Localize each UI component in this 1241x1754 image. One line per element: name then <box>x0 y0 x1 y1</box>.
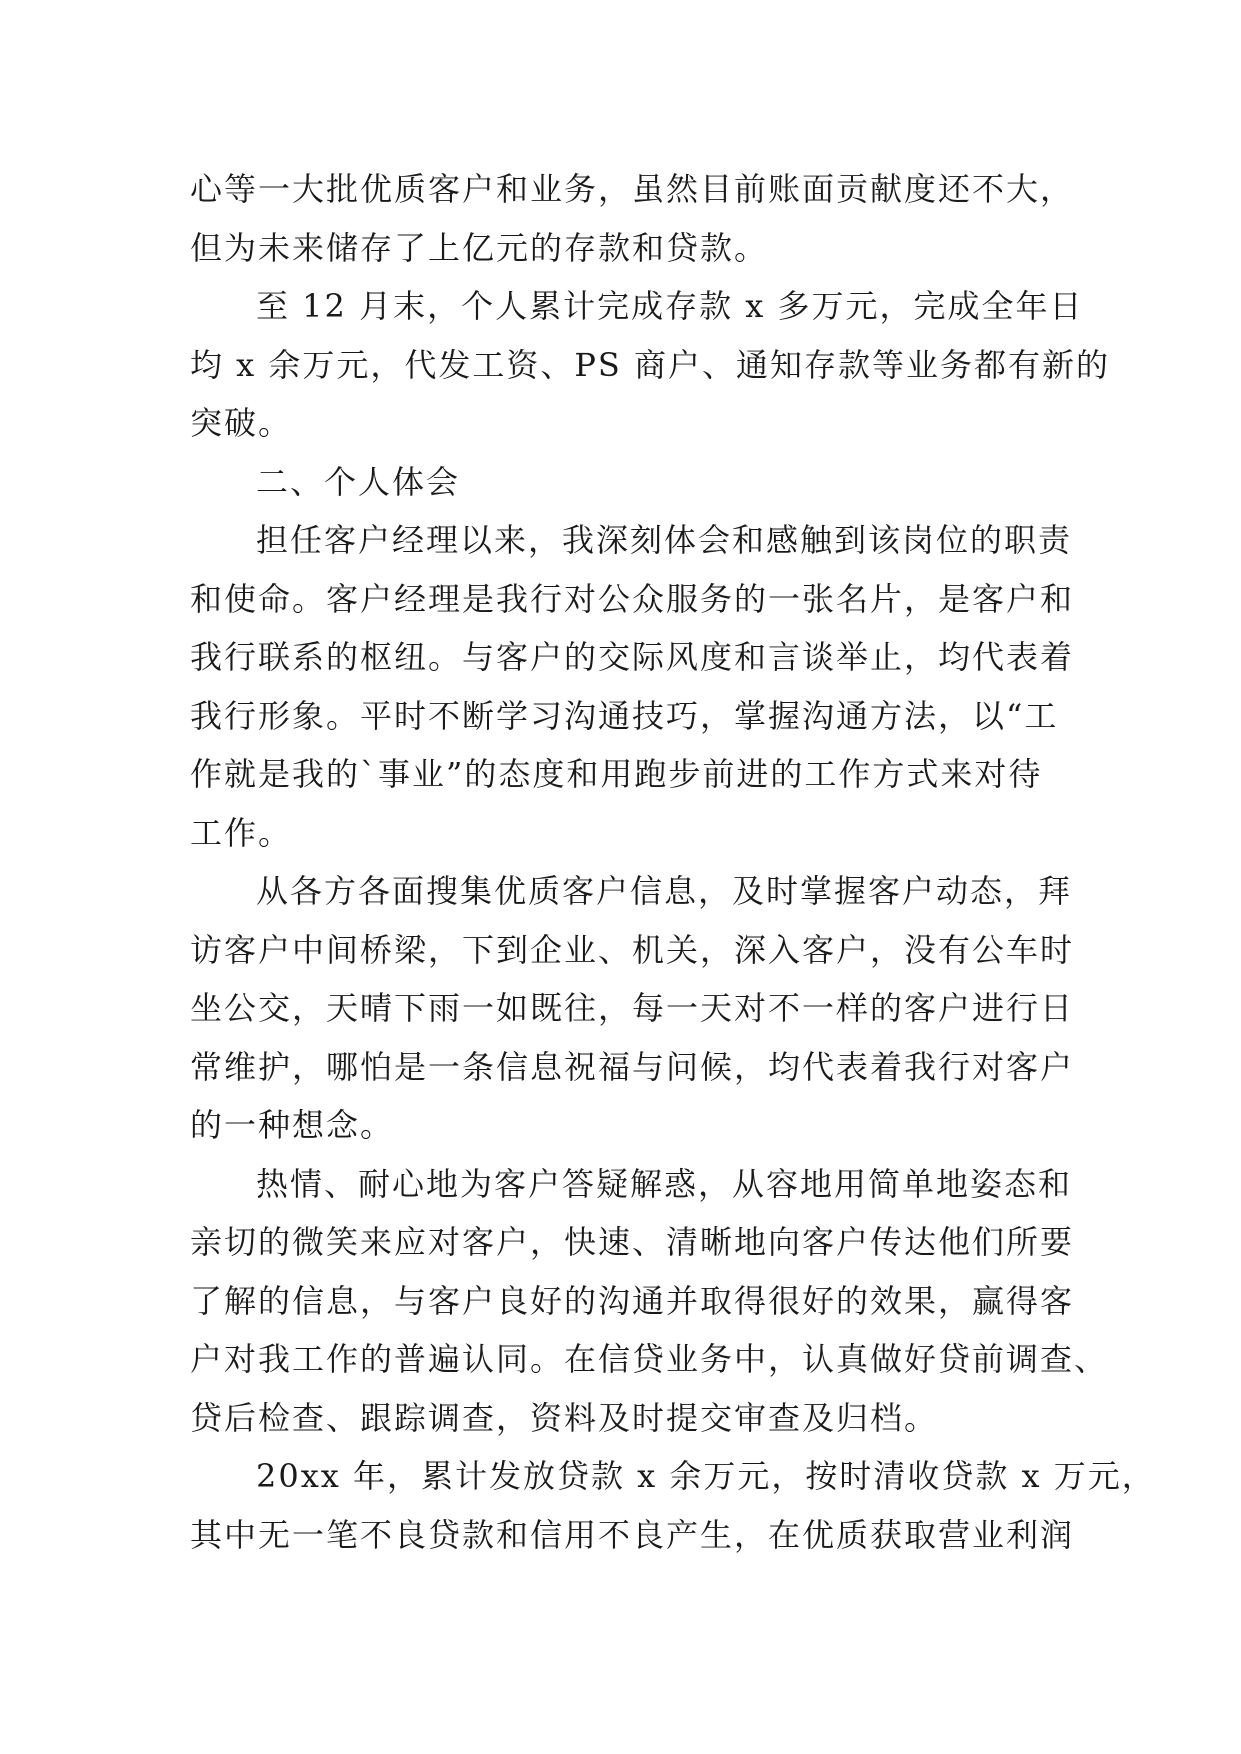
paragraph-deposit-summary <box>190 277 1111 453</box>
text-line: 20xx 年，累计发放贷款 x 余万元，按时清收贷款 x 万元， <box>256 1457 1156 1495</box>
text-line: 了解的信息，与客户良好的沟通并取得很好的效果，赢得客 <box>190 1281 1075 1320</box>
heading-line: 二、个人体会 <box>256 462 461 501</box>
text-line: 从各方各面搜集优质客户信息，及时掌握客户动态，拜 <box>256 872 1073 910</box>
text-line: 其中无一笔不良贷款和信用不良产生，在优质获取营业利润 <box>190 1515 1075 1554</box>
text-line: 工作。 <box>190 813 293 852</box>
text-line: 贷后检查、跟踪调查，资料及时提交审查及归档。 <box>190 1398 939 1437</box>
text-line: 访客户中间桥梁，下到企业、机关，深入客户，没有公车时 <box>190 930 1075 969</box>
text-line: 坐公交，天晴下雨一如既往，每一天对不一样的客户进行日 <box>190 989 1075 1027</box>
text-line: 常维护，哪怕是一条信息祝福与问候，均代表着我行对客户 <box>190 1047 1075 1086</box>
text-line: 至 12 月末，个人累计完成存款 x 多万元，完成全年日 <box>256 287 1084 325</box>
text-line: 作就是我的`事业”的态度和用跑步前进的工作方式来对待 <box>190 755 1043 793</box>
text-line: 我行形象。平时不断学习沟通技巧，掌握沟通方法，以“工 <box>190 696 1059 735</box>
text-line: 热情、耐心地为客户答疑解惑，从容地用简单地姿态和 <box>256 1164 1073 1203</box>
text-line: 担任客户经理以来，我深刻体会和感触到该岗位的职责 <box>256 521 1073 559</box>
text-line: 和使命。客户经理是我行对公众服务的一张名片，是客户和 <box>190 579 1075 618</box>
paragraph-client-service <box>190 1155 1109 1448</box>
paragraph-role-reflection <box>190 511 1075 862</box>
paragraph-loan-results <box>190 1447 1156 1564</box>
document-body <box>190 160 1156 1564</box>
section-heading <box>190 453 1060 512</box>
text-line: 亲切的微笑来应对客户，快速、清晰地向客户传达他们所要 <box>190 1223 1075 1261</box>
text-line: 户对我工作的普遍认同。在信贷业务中，认真做好贷前调查、 <box>190 1340 1109 1378</box>
paragraph-client-outreach <box>190 862 1075 1155</box>
text-line: 但为未来储存了上亿元的存款和贷款。 <box>190 228 769 267</box>
text-line: 心等一大批优质客户和业务，虽然目前账面贡献度还不大， <box>190 170 1075 208</box>
text-line: 均 x 余万元，代发工资、PS 商户、通知存款等业务都有新的 <box>190 345 1111 384</box>
text-line: 我行联系的枢纽。与客户的交际风度和言谈举止，均代表着 <box>190 638 1075 676</box>
text-line: 突破。 <box>190 404 293 442</box>
paragraph-continuation <box>190 160 1075 277</box>
text-line: 的一种想念。 <box>190 1106 395 1144</box>
